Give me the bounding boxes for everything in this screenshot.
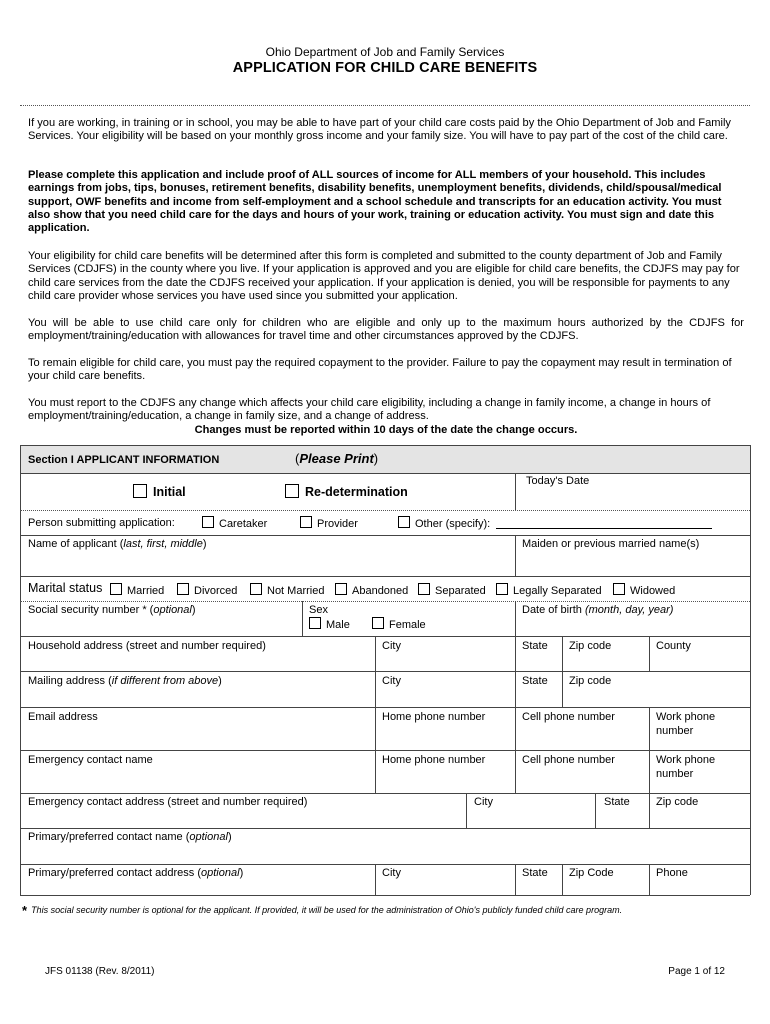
option-label: Divorced — [194, 585, 238, 597]
other-label: Other (specify): — [415, 518, 491, 530]
email-label: Email address — [28, 711, 98, 723]
row-line — [20, 510, 750, 511]
marital-widowed-checkbox[interactable] — [613, 583, 675, 597]
option-label: Legally Separated — [513, 585, 602, 597]
provider-label: Provider — [317, 518, 358, 530]
row-line — [20, 793, 750, 794]
applicant-name-field[interactable] — [21, 536, 514, 575]
checkbox-icon — [335, 583, 347, 595]
row-line — [20, 707, 750, 708]
other-checkbox[interactable] — [398, 516, 712, 530]
primary-contact-name-label: Primary/preferred contact name (optional) — [28, 831, 232, 843]
form-id: JFS 01138 (Rev. 8/2011) — [45, 966, 155, 977]
checkbox-icon — [177, 583, 189, 595]
col-line — [515, 636, 516, 793]
intro-paragraph-3: Your eligibility for child care benefits will be determined after this form is completed and submitted to the county department of Job and Family Services (CDJFS) in the county where you live. If your application is approved and you are eligible for child care benefits, the CDJFS may pay for child care services from the date the CDJFS received your application. If your application is denied, you will be responsible for payments to any child care provider whose services you have used since you submitted your application. — [28, 250, 740, 302]
household-address-label: Household address (street and number required) — [28, 640, 266, 652]
marital-status-label: Marital status — [28, 581, 103, 595]
col-line — [466, 793, 467, 828]
marital-separated-checkbox[interactable] — [418, 583, 486, 597]
checkbox-icon — [110, 583, 122, 595]
col-line — [375, 864, 376, 895]
emergency-state-label: State — [604, 796, 630, 808]
checkbox-icon — [300, 516, 312, 528]
checkbox-icon — [418, 583, 430, 595]
mailing-zip-label: Zip code — [569, 675, 612, 687]
table-top-border — [20, 445, 750, 446]
ssn-footnote — [22, 903, 622, 918]
marital-legally-separated-checkbox[interactable] — [496, 583, 602, 597]
household-county-label: County — [656, 640, 691, 652]
print-note: (Please Print) — [295, 451, 379, 466]
table-right-border — [750, 445, 751, 895]
primary-city-label: City — [382, 867, 401, 879]
checkbox-icon — [496, 583, 508, 595]
col-line — [562, 864, 563, 895]
col-line — [562, 636, 563, 707]
dob-field[interactable] — [516, 602, 749, 635]
row-line — [20, 671, 750, 672]
form-title: APPLICATION FOR CHILD CARE BENEFITS — [232, 60, 538, 76]
ssn-label: Social security number * (optional) — [28, 604, 196, 616]
marital-not-married-checkbox[interactable] — [250, 583, 324, 597]
checkbox-icon — [202, 516, 214, 528]
checkbox-icon — [613, 583, 625, 595]
sex-female-checkbox[interactable] — [372, 617, 426, 631]
option-label: Not Married — [267, 585, 325, 597]
intro-emphasis: Changes must be reported within 10 days of the date the change occurs. — [194, 424, 578, 436]
col-line — [515, 864, 516, 895]
option-label: Widowed — [630, 585, 676, 597]
col-line — [649, 636, 650, 671]
intro-paragraph-6: You must report to the CDJFS any change which affects your child care eligibility, including a change in family income, a change in hours of employment/training/education, a change in family size, and a change of address. — [28, 397, 711, 423]
intro-paragraph-5: To remain eligible for child care, you must pay the required copayment to the provider. Failure to pay the copayment may result in termination of your child care benefits. — [28, 357, 732, 383]
emergency-zip-label: Zip code — [656, 796, 699, 808]
checkbox-icon — [398, 516, 410, 528]
primary-phone-label: Phone — [656, 867, 688, 879]
caretaker-label: Caretaker — [219, 518, 268, 530]
checkbox-icon — [309, 617, 321, 629]
ssn-field[interactable] — [21, 602, 301, 635]
applicant-name-label: Name of applicant (last, first, middle) — [28, 538, 207, 550]
work-phone-label: Work phone number — [656, 711, 716, 737]
col-line — [375, 636, 376, 793]
sex-male-checkbox[interactable] — [309, 617, 350, 631]
option-label: Female — [389, 619, 426, 631]
checkbox-icon — [250, 583, 262, 595]
intro-paragraph-2: Please complete this application and include proof of ALL sources of income for ALL members of your household. This includes earnings from jobs, tips, bonuses, retirement benefits, disability benefits, unemployment benefits, dividends, child/spousal/medical support, OWF benefits and income from self-employment and a school schedule and transcripts for an education activity. You must also show that you need child care for the days and hours of your work, training or education activity. You must sign and date this application. — [28, 169, 722, 235]
option-label: Male — [326, 619, 350, 631]
option-label: Married — [127, 585, 165, 597]
option-label: Separated — [435, 585, 486, 597]
checkbox-icon — [285, 484, 299, 498]
header-divider — [20, 105, 750, 106]
maiden-name-label: Maiden or previous married name(s) — [522, 538, 700, 550]
emergency-work-phone-label: Work phone number — [656, 754, 716, 780]
checkbox-icon — [372, 617, 384, 629]
dob-label: Date of birth (month, day, year) — [522, 604, 674, 616]
todays-date-label: Today's Date — [526, 475, 590, 487]
emergency-cell-phone-label: Cell phone number — [522, 754, 615, 766]
emergency-name-label: Emergency contact name — [28, 754, 153, 766]
marital-married-checkbox[interactable] — [110, 583, 164, 597]
row-line — [20, 576, 750, 577]
initial-checkbox[interactable] — [133, 484, 186, 499]
emergency-city-label: City — [474, 796, 493, 808]
section-title: Section I APPLICANT INFORMATION — [28, 454, 220, 466]
agency-name: Ohio Department of Job and Family Services — [265, 45, 505, 59]
provider-checkbox[interactable] — [300, 516, 358, 530]
footnote-text: This social security number is optional for the applicant. If provided, it will be used for the administration of Ohio's publicly funded child care program. — [31, 905, 623, 915]
primary-contact-address-label: Primary/preferred contact address (optional) — [28, 867, 244, 879]
mailing-address-label: Mailing address (if different from above) — [28, 675, 222, 687]
table-bottom-border — [20, 895, 750, 896]
household-zip-label: Zip code — [569, 640, 612, 652]
emergency-address-label: Emergency contact address (street and number required) — [28, 796, 308, 808]
emergency-home-phone-label: Home phone number — [382, 754, 486, 766]
primary-contact-name-field[interactable] — [21, 829, 749, 863]
col-line — [649, 707, 650, 828]
marital-divorced-checkbox[interactable] — [177, 583, 237, 597]
cell-phone-label: Cell phone number — [522, 711, 615, 723]
sex-label: Sex — [309, 604, 328, 616]
household-city-label: City — [382, 640, 401, 652]
marital-abandoned-checkbox[interactable] — [335, 583, 408, 597]
option-label: Abandoned — [352, 585, 409, 597]
household-state-label: State — [522, 640, 548, 652]
page-number: Page 1 of 12 — [668, 966, 725, 977]
redetermination-checkbox[interactable] — [285, 484, 408, 499]
person-submitting-label: Person submitting application: — [28, 517, 175, 529]
mailing-state-label: State — [522, 675, 548, 687]
redetermination-label: Re-determination — [305, 485, 408, 499]
maiden-name-field[interactable] — [516, 536, 749, 575]
col-line — [649, 864, 650, 895]
col-line — [302, 601, 303, 636]
caretaker-checkbox[interactable] — [202, 516, 267, 530]
col-line — [595, 793, 596, 828]
row-line — [20, 864, 750, 865]
initial-label: Initial — [153, 485, 186, 499]
checkbox-icon — [133, 484, 147, 498]
mailing-city-label: City — [382, 675, 401, 687]
home-phone-label: Home phone number — [382, 711, 486, 723]
other-specify-field[interactable] — [496, 517, 712, 529]
row-line — [20, 636, 750, 637]
asterisk: * — [22, 903, 28, 918]
primary-state-label: State — [522, 867, 548, 879]
row-line — [20, 750, 750, 751]
intro-paragraph-1: If you are working, in training or in school, you may be able to have part of your child care costs paid by the Ohio Department of Job and Family Services. Your eligibility will be based on your monthly gross income and your family size. You will have to pay part of the cost of the child care. — [28, 117, 731, 143]
intro-paragraph-4: You will be able to use child care only for children who are eligible and only up to the maximum hours authorized by the CDJFS for employment/training/education with allowances for travel time and other circumstances approved by the CDJFS. — [28, 317, 744, 343]
todays-date-field[interactable] — [516, 474, 749, 509]
primary-zip-label: Zip Code — [569, 867, 614, 879]
